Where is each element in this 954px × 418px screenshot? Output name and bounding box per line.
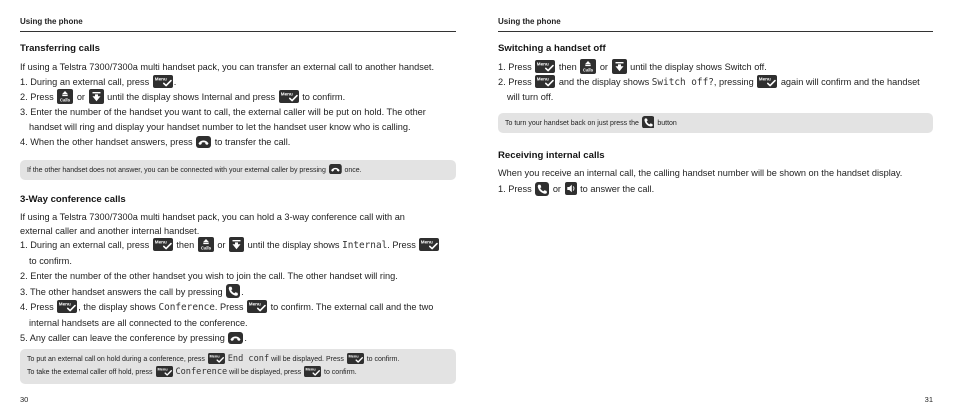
speaker-key-icon — [565, 182, 577, 195]
text-run: If using a Telstra 7300/7300a multi handset pack, you can transfer an external call to another handset. — [20, 62, 435, 72]
svg-text:Menu: Menu — [280, 91, 293, 97]
text-line — [27, 366, 456, 379]
text-run: to transfer the call. — [212, 137, 291, 147]
steps-list — [20, 238, 456, 347]
text-run: 4. When the other handset answers, press — [20, 137, 196, 147]
text-run: , pressing — [713, 77, 757, 87]
svg-text:Menu: Menu — [209, 353, 220, 359]
text-run: 4. Press — [20, 302, 57, 312]
down-arrow-key-icon — [612, 59, 627, 74]
text-run: will be displayed. Press — [269, 356, 346, 363]
svg-text:Menu: Menu — [421, 239, 434, 245]
svg-text:Menu: Menu — [537, 61, 550, 67]
menu-key-icon — [279, 90, 299, 103]
running-head: Using the phone — [498, 17, 561, 26]
svg-text:Menu: Menu — [154, 239, 167, 245]
step-item — [20, 75, 456, 90]
svg-text:Menu: Menu — [759, 76, 772, 82]
text-run: 2. Enter the number of the other handset you wish to join the call. The other handset will ring. — [20, 271, 398, 281]
text-run: button — [655, 119, 677, 127]
menu-key-icon — [304, 366, 321, 377]
svg-text:Menu: Menu — [305, 366, 316, 372]
text-run: or — [597, 62, 611, 72]
hang-up-key-icon — [196, 136, 211, 148]
text-line — [20, 224, 456, 238]
text-run: then — [173, 240, 197, 250]
text-line — [498, 90, 933, 105]
step-item — [20, 331, 456, 347]
text-run: to confirm. — [299, 92, 346, 102]
page-number: 31 — [924, 395, 933, 404]
text-line — [498, 166, 933, 181]
step-item — [20, 238, 456, 269]
section-heading-switching-off: Switching a handset off — [498, 43, 606, 54]
right-page — [498, 0, 933, 418]
header-rule — [498, 31, 933, 32]
text-run: to answer the call. — [577, 184, 655, 194]
text-line — [20, 285, 456, 301]
menu-key-icon — [156, 366, 173, 377]
text-run: once. — [342, 166, 362, 174]
calls-up-key-icon — [198, 237, 214, 252]
text-run: or — [214, 240, 229, 250]
svg-text:Menu: Menu — [157, 366, 168, 372]
text-run: 3. The other handset answers the call by pressing — [20, 286, 226, 297]
text-line — [20, 135, 456, 150]
menu-key-icon — [153, 75, 173, 88]
svg-text:Menu: Menu — [248, 301, 261, 307]
text-run: To take the external caller off hold, press — [27, 369, 155, 376]
text-run: will turn off. — [507, 92, 554, 102]
text-run: to confirm. — [322, 369, 357, 376]
text-line — [20, 210, 456, 224]
text-line — [20, 60, 456, 75]
step-item — [20, 90, 456, 105]
text-line — [20, 254, 456, 270]
svg-text:Menu: Menu — [348, 353, 359, 359]
text-run: until the display shows Internal and press — [104, 92, 278, 102]
text-run: then — [556, 62, 580, 72]
talk-key-icon — [535, 182, 549, 196]
text-run: handset will ring and display your handset number to let the handset user know who is calling. — [29, 122, 411, 132]
text-run: . — [173, 77, 177, 87]
calls-up-key-icon — [580, 59, 596, 74]
menu-key-icon — [757, 75, 777, 88]
text-line — [20, 331, 456, 347]
text-line — [498, 60, 933, 75]
intro-paragraph — [20, 60, 456, 75]
text-run: To put an external call on hold during a conference, press — [27, 356, 207, 363]
text-run: to confirm. The external call and the two — [268, 302, 434, 312]
text-run: 1. Press — [498, 62, 535, 72]
text-run: If using a Telstra 7300/7300a multi handset pack, you can hold a 3-way conference call with an — [20, 212, 405, 222]
svg-text:Menu: Menu — [154, 76, 167, 82]
text-line — [20, 120, 456, 135]
text-run: external caller and another internal handset. — [20, 226, 200, 236]
text-run: . — [241, 286, 244, 297]
step-item — [498, 60, 933, 75]
text-line — [20, 90, 456, 105]
text-line — [20, 105, 456, 120]
text-run: and the display shows — [556, 77, 652, 87]
talk-key-icon — [226, 284, 240, 298]
menu-key-icon — [419, 238, 439, 251]
section-heading-transferring-calls: Transferring calls — [20, 43, 100, 54]
display-text: Conference — [158, 302, 215, 313]
section-heading-receiving-internal-calls: Receiving internal calls — [498, 150, 605, 161]
text-run: 1. During an external call, press — [20, 240, 152, 250]
text-line — [20, 316, 456, 332]
text-run: . Press — [214, 302, 247, 312]
menu-key-icon — [247, 300, 267, 313]
steps-list — [20, 75, 456, 150]
text-run: If the other handset does not answer, you can be connected with your external caller by pressing — [27, 166, 328, 174]
step-item — [498, 75, 933, 105]
text-run: will be displayed, press — [227, 369, 304, 376]
display-text: Switch off? — [651, 77, 714, 88]
text-run: internal handsets are all connected to the conference. — [29, 317, 248, 328]
text-line — [498, 75, 933, 90]
step-item — [20, 300, 456, 331]
header-rule — [20, 31, 456, 32]
display-text: End conf — [227, 354, 270, 364]
menu-key-icon — [535, 60, 555, 73]
hang-up-key-icon — [329, 164, 342, 174]
intro-paragraph — [20, 210, 456, 238]
text-run: . Press — [387, 240, 419, 250]
menu-key-icon — [347, 353, 364, 364]
text-run: to confirm. — [364, 356, 400, 363]
menu-key-icon — [57, 300, 77, 313]
steps-list — [498, 60, 933, 105]
step-item — [20, 105, 456, 135]
text-line — [20, 300, 456, 316]
calls-up-key-icon — [57, 89, 73, 104]
text-line — [27, 353, 456, 366]
svg-text:Calls: Calls — [583, 67, 594, 73]
text-line — [27, 164, 456, 177]
left-page — [20, 0, 456, 418]
text-run: . — [244, 333, 247, 343]
tip-box — [498, 113, 933, 133]
display-text: Internal — [342, 240, 388, 251]
down-arrow-key-icon — [229, 237, 244, 252]
step-item — [20, 285, 456, 301]
text-run: or — [74, 92, 88, 102]
svg-text:Calls: Calls — [200, 245, 211, 251]
text-line — [505, 117, 933, 130]
section-heading-conference-calls: 3-Way conference calls — [20, 194, 126, 205]
text-run: 5. Any caller can leave the conference by pressing — [20, 333, 228, 343]
text-run: or — [550, 184, 564, 194]
page-number: 30 — [20, 395, 29, 404]
text-run: To turn your handset back on just press the — [505, 119, 641, 127]
text-run: until the display shows Switch off. — [627, 62, 767, 72]
step-item — [20, 269, 456, 285]
menu-key-icon — [153, 238, 173, 251]
text-run: 1. Press — [498, 184, 535, 194]
text-run: until the display shows — [245, 240, 343, 250]
text-line — [20, 75, 456, 90]
intro-paragraph — [498, 166, 933, 181]
display-text: Conference — [175, 367, 228, 377]
text-run: 1. During an external call, press — [20, 77, 152, 87]
menu-key-icon — [208, 353, 225, 364]
text-run: When you receive an internal call, the calling handset number will be shown on the handset display. — [498, 168, 903, 178]
tip-box — [20, 349, 456, 384]
hang-up-key-icon — [228, 332, 243, 344]
text-run: , the display shows — [78, 302, 159, 312]
down-arrow-key-icon — [89, 89, 104, 104]
text-run: 2. Press — [20, 92, 57, 102]
text-run: to confirm. — [29, 255, 72, 266]
text-run: again will confirm and the handset — [778, 77, 920, 87]
tip-box — [20, 160, 456, 180]
text-run: 2. Press — [498, 77, 535, 87]
running-head: Using the phone — [20, 17, 83, 26]
text-run: 3. Enter the number of the handset you want to call, the external caller will be put on hold. The other — [20, 107, 426, 117]
text-line — [20, 238, 456, 254]
svg-text:Menu: Menu — [59, 301, 72, 307]
svg-text:Calls: Calls — [60, 97, 71, 103]
step-item — [498, 182, 933, 197]
menu-key-icon — [535, 75, 555, 88]
text-line — [498, 182, 933, 197]
steps-list — [498, 182, 933, 197]
talk-key-icon — [642, 116, 655, 129]
step-item — [20, 135, 456, 150]
text-line — [20, 269, 456, 285]
svg-text:Menu: Menu — [537, 76, 550, 82]
